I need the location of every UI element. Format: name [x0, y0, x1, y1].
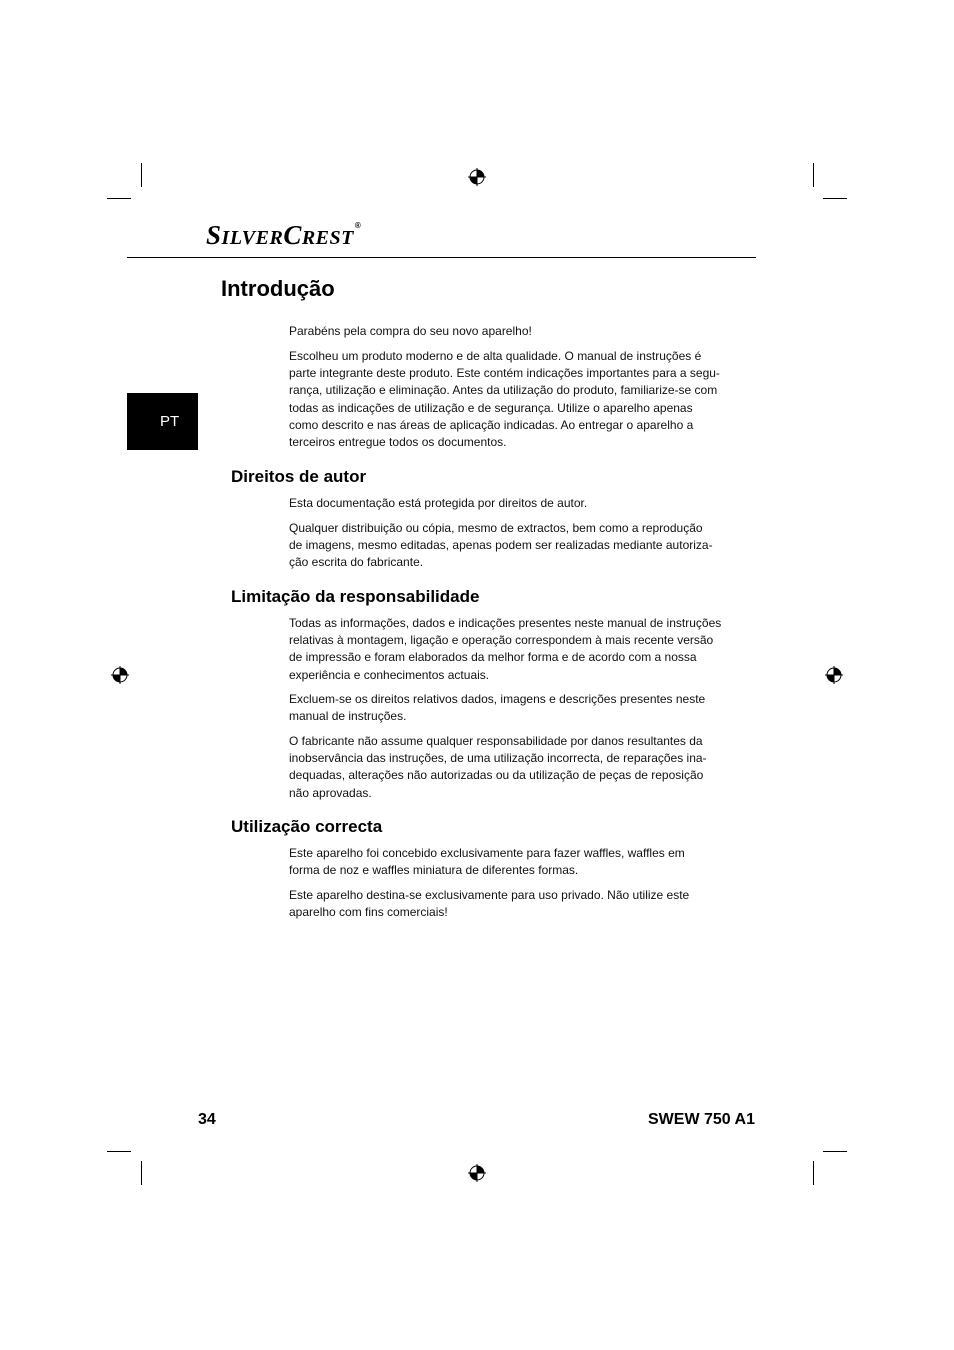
intended-use-paragraph: Este aparelho foi concebido exclusivamente para fazer waffles, waffles em forma de noz e waffles miniatura de diferentes formas. [289, 846, 685, 878]
registration-mark-icon [468, 1164, 486, 1182]
brand-logo: SILVERCREST® [206, 220, 362, 250]
model-number: SWEW 750 A1 [648, 1111, 755, 1128]
crop-mark [813, 163, 814, 187]
liability-paragraph: O fabricante não assume qualquer responsabilidade por danos resultantes da inobservância das instruções, de uma utilização incorrecta, de reparações ina- dequadas, alterações não autorizadas ou da utilização de peças de reposição não aprovadas. [289, 734, 707, 800]
registration-mark-icon [111, 666, 129, 684]
page-number: 34 [198, 1111, 216, 1128]
crop-mark [823, 1151, 847, 1152]
intro-paragraph: Escolheu um produto moderno e de alta qualidade. O manual de instruções é parte integrante deste produto. Este contém indicações importantes para a segu- rança, utilização e eliminação. Antes da utilização do produto, familiarize-se com todas as indicações de utilização e de segurança. Utilize o aparelho apenas como descrito e nas áreas de aplicação indicadas. Ao entregar o aparelho a terceiros entregue todos os documentos. [289, 349, 720, 450]
language-tab: PT [127, 393, 198, 450]
crop-mark [107, 198, 131, 199]
copyright-paragraph: Qualquer distribuição ou cópia, mesmo de extractos, bem como a reprodução de imagens, mesmo editadas, apenas podem ser realizadas mediante autoriza- ção escrita do fabricante. [289, 521, 713, 570]
section-heading-copyright: Direitos de autor [231, 467, 367, 486]
liability-paragraph: Todas as informações, dados e indicações presentes neste manual de instruções relativas à montagem, ligação e operação correspondem à mais recente versão de impressão e foram elaborados da melhor forma e de acordo com a nossa experiência e conhecimentos actuais. [289, 616, 722, 682]
crop-mark [141, 163, 142, 187]
registration-mark-icon [825, 666, 843, 684]
intro-paragraph: Parabéns pela compra do seu novo aparelho! [289, 324, 532, 338]
crop-mark [813, 1161, 814, 1185]
section-heading-intended-use: Utilização correcta [231, 817, 383, 836]
section-heading-liability: Limitação da responsabilidade [231, 587, 480, 606]
page-title: Introdução [221, 276, 335, 301]
crop-mark [823, 198, 847, 199]
header-rule [127, 257, 756, 258]
liability-paragraph: Excluem-se os direitos relativos dados, imagens e descrições presentes neste manual de instruções. [289, 692, 706, 724]
copyright-paragraph: Esta documentação está protegida por direitos de autor. [289, 496, 588, 510]
registration-mark-icon [468, 168, 486, 186]
intended-use-paragraph: Este aparelho destina-se exclusivamente para uso privado. Não utilize este aparelho com fins comerciais! [289, 888, 690, 920]
crop-mark [107, 1151, 131, 1152]
crop-mark [141, 1161, 142, 1185]
